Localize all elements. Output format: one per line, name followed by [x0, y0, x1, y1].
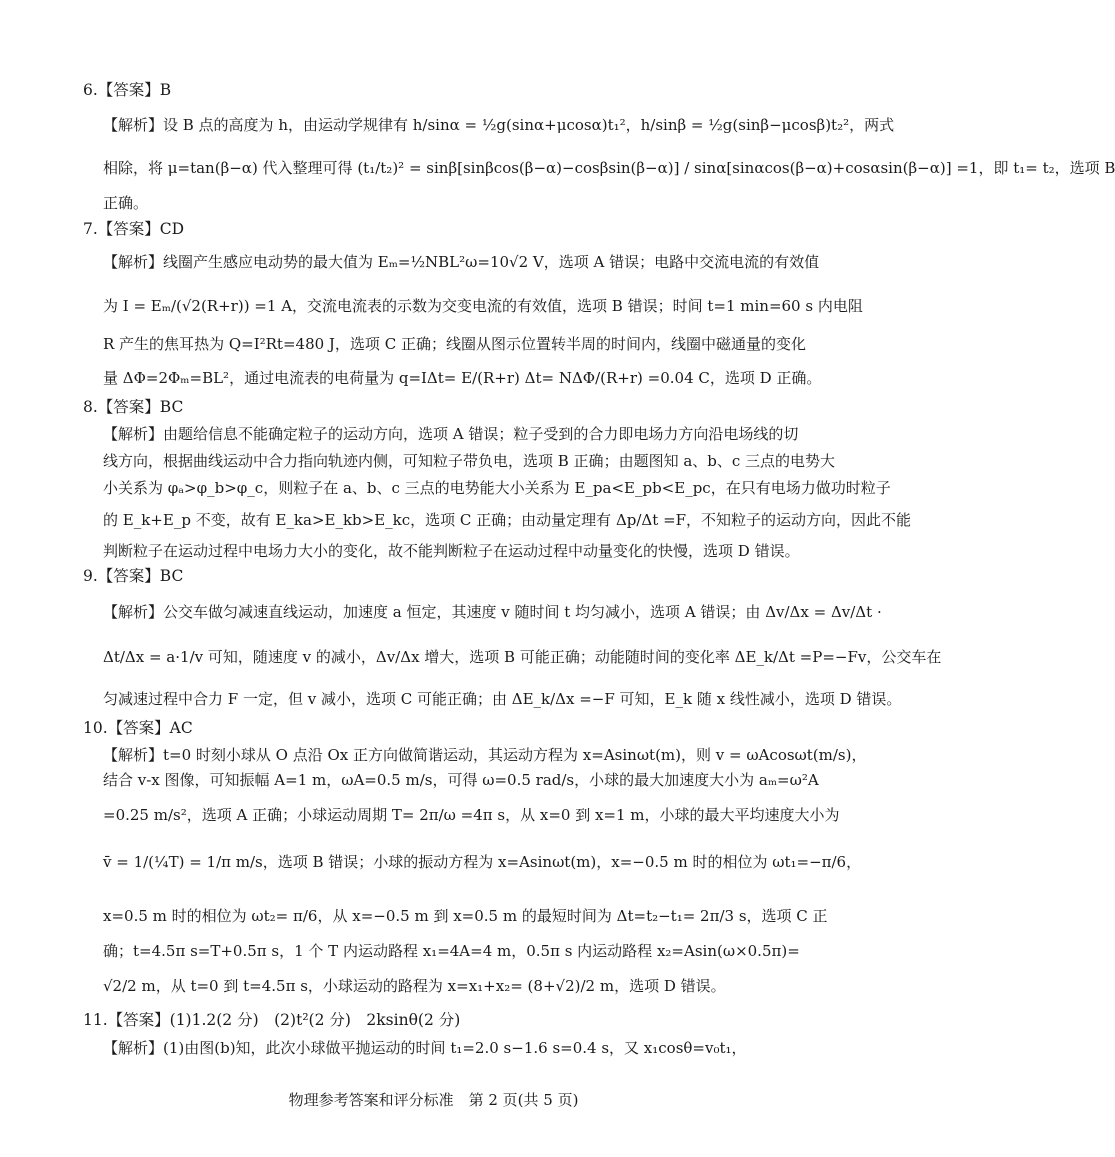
- explanation-line: 结合 v-x 图像，可知振幅 A=1 m，ωA=0.5 m/s，可得 ω=0.5 rad/s，小球的最大加速度大小为 aₘ=ω²A: [103, 771, 819, 789]
- explanation-line: 匀减速过程中合力 F 一定，但 v 减小，选项 C 可能正确；由 ΔE_k/Δx =−F 可知，E_k 随 x 线性减小，选项 D 错误。: [103, 690, 902, 708]
- explanation-line: 相除，将 μ=tan(β−α) 代入整理可得 (t₁/t₂)² = sinβ[sinβcos(β−α)−cosβsin(β−α)] / sinα[sinαcos(β−α)+cosαsin(β−α)] =1，即 t₁= t₂，选项 B: [103, 159, 1115, 177]
- explanation-line: =0.25 m/s²，选项 A 正确；小球运动周期 T= 2π/ω =4π s，从 x=0 到 x=1 m，小球的最大平均速度大小为: [103, 806, 840, 824]
- explanation-line: R 产生的焦耳热为 Q=I²Rt=480 J，选项 C 正确；线圈从图示位置转半周的时间内，线圈中磁通量的变化: [103, 335, 806, 353]
- explanation-line: 【解析】由题给信息不能确定粒子的运动方向，选项 A 错误；粒子受到的合力即电场力方向沿电场线的切: [103, 425, 799, 443]
- explanation-line: 线方向，根据曲线运动中合力指向轨迹内侧，可知粒子带负电，选项 B 正确；由题图知 a、b、c 三点的电势大: [103, 452, 836, 470]
- explanation-line: v̄ = 1/(¼T) = 1/π m/s，选项 B 错误；小球的振动方程为 x=Asinωt(m)，x=−0.5 m 时的相位为 ωt₁=−π/6，: [103, 853, 862, 871]
- explanation-line: 【解析】公交车做匀减速直线运动，加速度 a 恒定，其速度 v 随时间 t 均匀减小，选项 A 错误；由 Δv/Δx = Δv/Δt ·: [103, 603, 882, 621]
- explanation-line: 小关系为 φₐ>φ_b>φ_c，则粒子在 a、b、c 三点的电势能大小关系为 E_pa<E_pb<E_pc，在只有电场力做功时粒子: [103, 479, 891, 497]
- explanation-line: 【解析】(1)由图(b)知，此次小球做平抛运动的时间 t₁=2.0 s−1.6 s=0.4 s，又 x₁cosθ=v₀t₁，: [103, 1039, 747, 1057]
- answer-heading-6: 6.【答案】B: [83, 81, 172, 99]
- explanation-line: 【解析】t=0 时刻小球从 O 点沿 Ox 正方向做简谐运动，其运动方程为 x=Asinωt(m)，则 v = ωAcosωt(m/s)，: [103, 746, 867, 764]
- answer-heading-10: 10.【答案】AC: [83, 719, 193, 737]
- answer-heading-9: 9.【答案】BC: [83, 567, 184, 585]
- explanation-line: √2/2 m，从 t=0 到 t=4.5π s，小球运动的路程为 x=x₁+x₂= (8+√2)/2 m，选项 D 错误。: [103, 977, 726, 995]
- page-footer: 物理参考答案和评分标准 第 2 页(共 5 页): [288, 1091, 579, 1109]
- explanation-line: 为 I = Eₘ/(√2(R+r)) =1 A，交流电流表的示数为交变电流的有效值，选项 B 错误；时间 t=1 min=60 s 内电阻: [103, 297, 863, 315]
- explanation-line: 正确。: [103, 194, 149, 212]
- explanation-line: 【解析】线圈产生感应电动势的最大值为 Eₘ=½NBL²ω=10√2 V，选项 A 错误；电路中交流电流的有效值: [103, 253, 820, 271]
- explanation-line: 的 E_k+E_p 不变，故有 E_ka>E_kb>E_kc，选项 C 正确；由动量定理有 Δp/Δt =F，不知粒子的运动方向，因此不能: [103, 511, 912, 529]
- explanation-line: 确；t=4.5π s=T+0.5π s，1 个 T 内运动路程 x₁=4A=4 m，0.5π s 内运动路程 x₂=Asin(ω×0.5π)=: [103, 942, 800, 960]
- explanation-line: 量 ΔΦ=2Φₘ=BL²，通过电流表的电荷量为 q=IΔt= E/(R+r) Δt= NΔΦ/(R+r) =0.04 C，选项 D 正确。: [103, 369, 822, 387]
- explanation-line: x=0.5 m 时的相位为 ωt₂= π/6，从 x=−0.5 m 到 x=0.5 m 的最短时间为 Δt=t₂−t₁= 2π/3 s，选项 C 正: [103, 907, 828, 925]
- explanation-line: 【解析】设 B 点的高度为 h，由运动学规律有 h/sinα = ½g(sinα+μcosα)t₁²，h/sinβ = ½g(sinβ−μcosβ)t₂²，两式: [103, 116, 895, 134]
- answer-heading-11: 11.【答案】(1)1.2(2 分) (2)t²(2 分) 2ksinθ(2 分): [83, 1011, 461, 1029]
- answer-heading-7: 7.【答案】CD: [83, 220, 185, 238]
- explanation-line: 判断粒子在运动过程中电场力大小的变化，故不能判断粒子在运动过程中动量变化的快慢，选项 D 错误。: [103, 542, 800, 560]
- explanation-line: Δt/Δx = a·1/v 可知，随速度 v 的减小，Δv/Δx 增大，选项 B 可能正确；动能随时间的变化率 ΔE_k/Δt =P=−Fv，公交车在: [103, 648, 942, 666]
- answer-heading-8: 8.【答案】BC: [83, 398, 184, 416]
